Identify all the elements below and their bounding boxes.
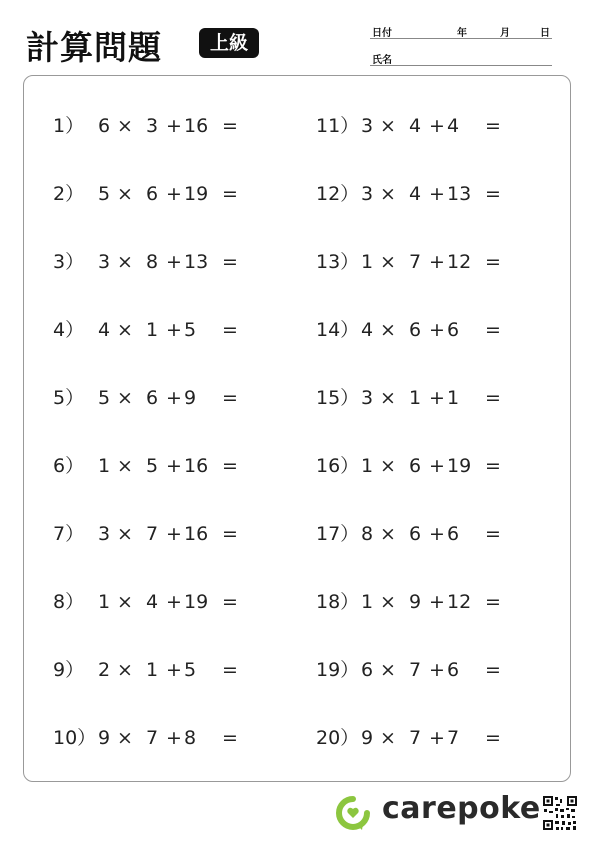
operand-c: 16 [184,523,209,545]
operand-a: 5 [98,387,111,409]
operand-b: 3 [146,115,159,137]
operand-a: 5 [98,183,111,205]
carepoke-heart-c-icon [336,796,370,830]
operand-b: 6 [146,183,159,205]
operand-b: 8 [146,251,159,273]
problem-number: 9） [53,659,85,681]
equals-sign: = [222,183,238,205]
multiply-sign: × [117,319,133,341]
multiply-sign: × [380,455,396,477]
operand-a: 6 [361,659,374,681]
equals-sign: = [222,115,238,137]
equals-sign: = [222,251,238,273]
plus-sign: + [166,727,182,749]
plus-sign: + [166,387,182,409]
operand-c: 5 [184,319,197,341]
month-label: 月 [500,28,510,39]
problem-number: 6） [53,455,85,477]
name-line [370,51,552,66]
operand-b: 7 [409,251,422,273]
operand-c: 19 [447,455,472,477]
equals-sign: = [485,183,501,205]
multiply-sign: × [380,251,396,273]
plus-sign: + [429,183,445,205]
problem-number: 8） [53,591,85,613]
operand-c: 19 [184,183,209,205]
equals-sign: = [485,455,501,477]
equals-sign: = [485,591,501,613]
operand-c: 1 [447,387,460,409]
operand-c: 16 [184,455,209,477]
plus-sign: + [166,115,182,137]
equals-sign: = [222,591,238,613]
problem-number: 4） [53,319,85,341]
operand-a: 3 [98,523,111,545]
operand-b: 1 [409,387,422,409]
name-label: 氏名 [372,55,392,66]
problem-number: 7） [53,523,85,545]
operand-b: 6 [409,523,422,545]
operand-c: 19 [184,591,209,613]
operand-b: 1 [146,659,159,681]
equals-sign: = [485,387,501,409]
plus-sign: + [429,115,445,137]
operand-c: 7 [447,727,460,749]
plus-sign: + [429,659,445,681]
operand-a: 1 [98,591,111,613]
operand-b: 7 [409,727,422,749]
problem-number: 16） [316,455,360,477]
equals-sign: = [485,523,501,545]
operand-b: 4 [409,115,422,137]
multiply-sign: × [380,387,396,409]
operand-c: 6 [447,319,460,341]
plus-sign: + [429,251,445,273]
operand-c: 13 [447,183,472,205]
plus-sign: + [166,591,182,613]
multiply-sign: × [117,251,133,273]
operand-c: 16 [184,115,209,137]
problem-number: 10） [53,727,97,749]
operand-c: 12 [447,591,472,613]
equals-sign: = [485,115,501,137]
problem-number: 13） [316,251,360,273]
date-label: 日付 [372,28,392,39]
multiply-sign: × [117,523,133,545]
equals-sign: = [222,727,238,749]
problem-number: 2） [53,183,85,205]
multiply-sign: × [380,523,396,545]
operand-a: 4 [98,319,111,341]
equals-sign: = [222,659,238,681]
problem-number: 17） [316,523,360,545]
problem-number: 19） [316,659,360,681]
plus-sign: + [429,523,445,545]
equals-sign: = [222,319,238,341]
operand-b: 9 [409,591,422,613]
multiply-sign: × [380,319,396,341]
operand-b: 6 [409,455,422,477]
brand-name: carepoke [382,791,541,826]
operand-b: 6 [146,387,159,409]
problem-number: 11） [316,115,360,137]
equals-sign: = [222,455,238,477]
multiply-sign: × [380,115,396,137]
operand-a: 3 [98,251,111,273]
operand-a: 9 [98,727,111,749]
equals-sign: = [222,387,238,409]
plus-sign: + [429,387,445,409]
operand-a: 8 [361,523,374,545]
multiply-sign: × [117,659,133,681]
multiply-sign: × [117,115,133,137]
equals-sign: = [222,523,238,545]
plus-sign: + [429,319,445,341]
plus-sign: + [166,251,182,273]
plus-sign: + [429,455,445,477]
operand-c: 5 [184,659,197,681]
multiply-sign: × [380,727,396,749]
multiply-sign: × [117,387,133,409]
plus-sign: + [166,455,182,477]
operand-a: 4 [361,319,374,341]
operand-c: 12 [447,251,472,273]
multiply-sign: × [117,591,133,613]
operand-a: 2 [98,659,111,681]
plus-sign: + [166,659,182,681]
problem-number: 1） [53,115,85,137]
operand-b: 6 [409,319,422,341]
operand-a: 1 [361,455,374,477]
operand-c: 13 [184,251,209,273]
level-badge: 上級 [199,28,259,58]
operand-c: 6 [447,523,460,545]
operand-c: 4 [447,115,460,137]
operand-a: 9 [361,727,374,749]
problem-number: 20） [316,727,360,749]
problem-number: 18） [316,591,360,613]
multiply-sign: × [380,659,396,681]
operand-b: 5 [146,455,159,477]
operand-a: 3 [361,115,374,137]
multiply-sign: × [117,455,133,477]
operand-c: 8 [184,727,197,749]
problem-number: 5） [53,387,85,409]
equals-sign: = [485,319,501,341]
multiply-sign: × [380,183,396,205]
operand-c: 9 [184,387,197,409]
plus-sign: + [429,591,445,613]
qr-code-icon [542,795,578,831]
operand-a: 6 [98,115,111,137]
operand-b: 1 [146,319,159,341]
problem-number: 14） [316,319,360,341]
operand-a: 3 [361,387,374,409]
operand-b: 7 [409,659,422,681]
date-line [370,24,552,39]
equals-sign: = [485,727,501,749]
year-label: 年 [457,28,467,39]
multiply-sign: × [380,591,396,613]
day-label: 日 [540,28,550,39]
plus-sign: + [166,319,182,341]
equals-sign: = [485,251,501,273]
plus-sign: + [429,727,445,749]
operand-b: 4 [146,591,159,613]
operand-b: 4 [409,183,422,205]
operand-b: 7 [146,523,159,545]
problem-number: 3） [53,251,85,273]
multiply-sign: × [117,183,133,205]
worksheet-title: 計算問題 [26,28,162,67]
operand-c: 6 [447,659,460,681]
problem-number: 12） [316,183,360,205]
operand-a: 3 [361,183,374,205]
equals-sign: = [485,659,501,681]
operand-a: 1 [98,455,111,477]
plus-sign: + [166,523,182,545]
plus-sign: + [166,183,182,205]
multiply-sign: × [117,727,133,749]
operand-a: 1 [361,251,374,273]
problem-number: 15） [316,387,360,409]
operand-b: 7 [146,727,159,749]
operand-a: 1 [361,591,374,613]
